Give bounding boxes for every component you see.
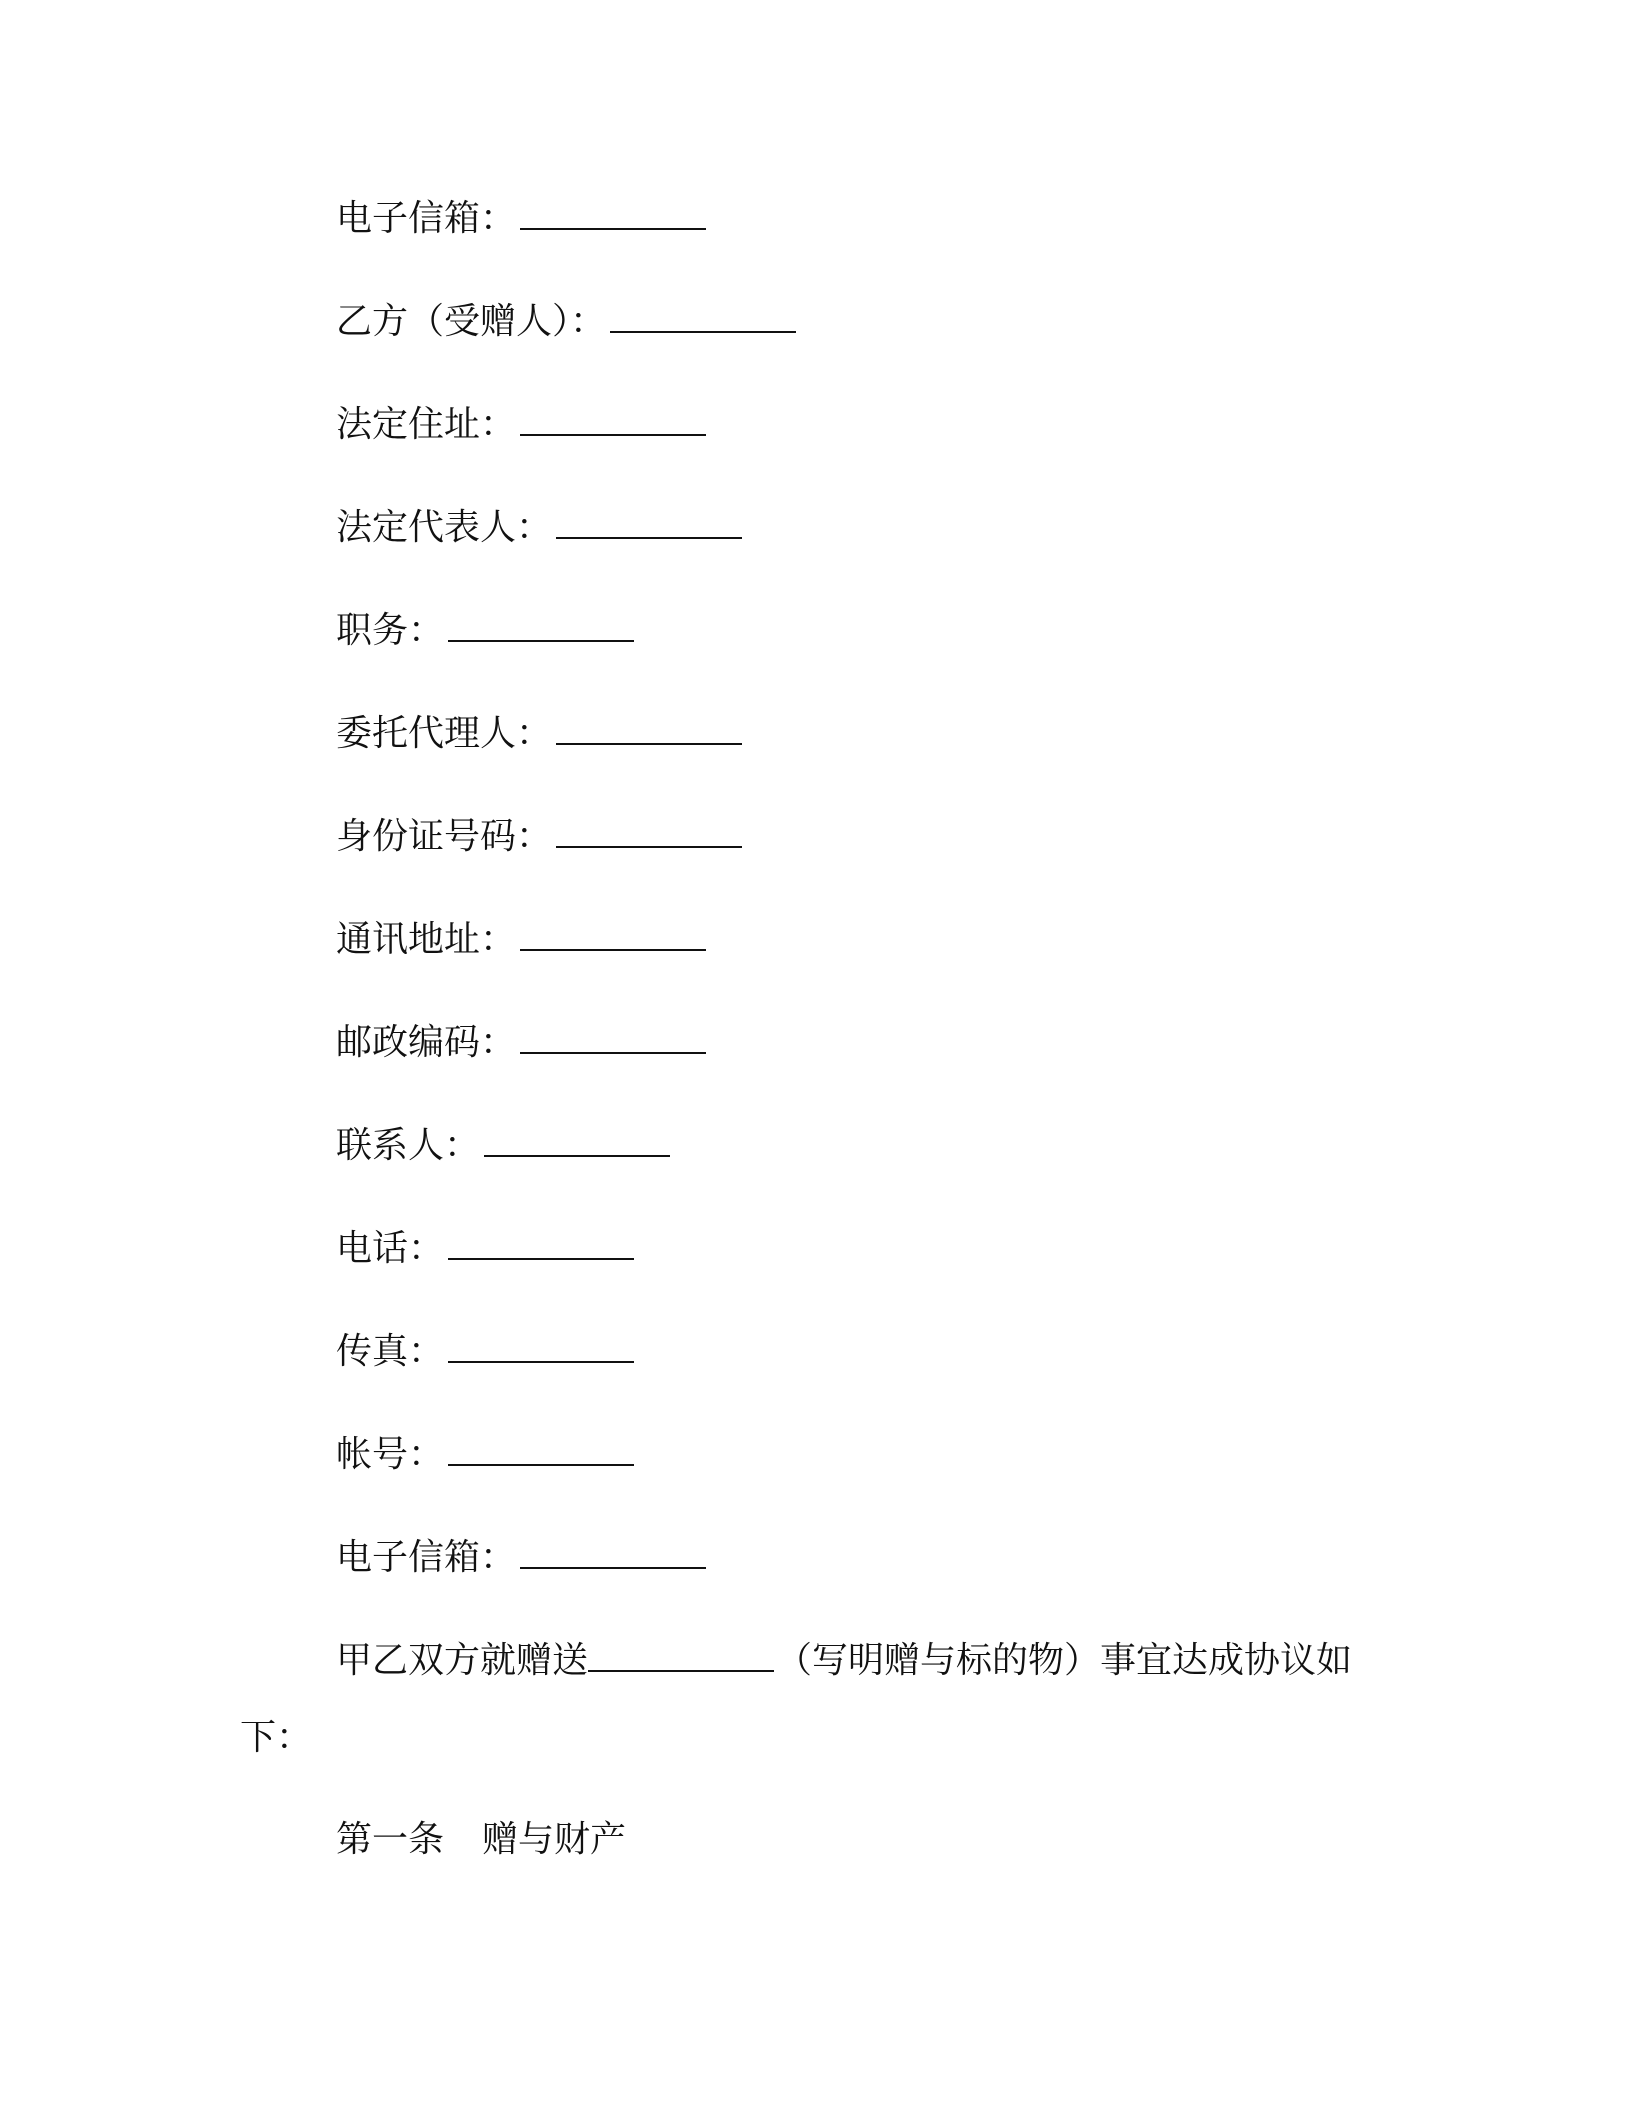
fill-blank xyxy=(610,297,796,333)
fill-blank xyxy=(520,915,706,951)
agreement-paragraph xyxy=(336,1636,1352,1685)
agreement-text-continuation: 下： xyxy=(240,1717,313,1758)
fill-blank xyxy=(520,1533,706,1569)
fill-blank xyxy=(448,1430,634,1466)
field-fax xyxy=(336,1327,638,1376)
field-label: 电话： xyxy=(336,1228,445,1269)
field-label: 乙方（受赠人）： xyxy=(336,301,607,342)
fill-blank xyxy=(588,1636,774,1672)
field-label: 电子信箱： xyxy=(336,198,517,239)
field-label: 委托代理人： xyxy=(336,713,553,754)
fill-blank xyxy=(556,709,742,745)
fill-blank xyxy=(448,606,634,642)
field-agent xyxy=(336,709,746,758)
article-heading xyxy=(336,1816,626,1864)
fill-blank xyxy=(448,1327,634,1363)
field-label: 电子信箱： xyxy=(336,1537,517,1578)
field-position xyxy=(336,606,638,655)
field-email-party-b xyxy=(336,1533,710,1582)
field-label: 法定住址： xyxy=(336,404,517,445)
fill-blank xyxy=(484,1121,670,1157)
agreement-text-start: 甲乙双方就赠送 xyxy=(336,1640,589,1681)
field-phone xyxy=(336,1224,638,1273)
fill-blank xyxy=(448,1224,634,1260)
agreement-paragraph-continuation xyxy=(240,1714,312,1762)
fill-blank xyxy=(556,503,742,539)
field-party-b xyxy=(336,297,800,346)
field-label: 通讯地址： xyxy=(336,919,517,960)
field-contact xyxy=(336,1121,674,1170)
field-id-number xyxy=(336,812,746,861)
field-email-party-a xyxy=(336,194,710,243)
fill-blank xyxy=(556,812,742,848)
field-label: 邮政编码： xyxy=(336,1022,517,1063)
field-legal-representative xyxy=(336,503,746,552)
article-title: 赠与财产 xyxy=(482,1819,627,1860)
field-label: 职务： xyxy=(336,610,445,651)
field-label: 身份证号码： xyxy=(336,816,553,857)
fill-blank xyxy=(520,194,706,230)
fill-blank xyxy=(520,1018,706,1054)
field-label: 传真： xyxy=(336,1331,445,1372)
field-legal-address xyxy=(336,400,710,449)
field-account xyxy=(336,1430,638,1479)
field-label: 法定代表人： xyxy=(336,507,553,548)
field-label: 联系人： xyxy=(336,1125,481,1166)
article-number: 第一条 xyxy=(336,1819,445,1860)
agreement-text-end: （写明赠与标的物）事宜达成协议如 xyxy=(776,1640,1353,1681)
field-mailing-address xyxy=(336,915,710,964)
field-label: 帐号： xyxy=(336,1434,445,1475)
fill-blank xyxy=(520,400,706,436)
field-postal-code xyxy=(336,1018,710,1067)
